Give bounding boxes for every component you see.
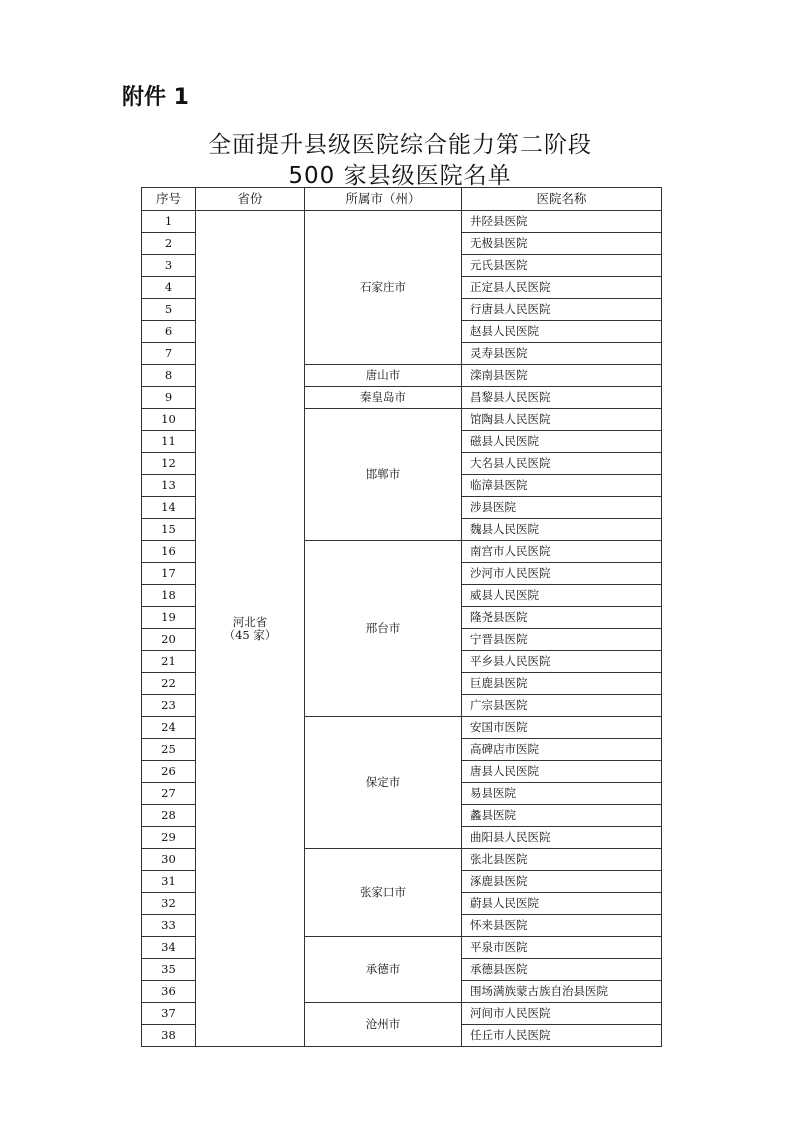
row-number: 34 [142, 937, 196, 959]
hospital-list-table [141, 187, 662, 1047]
row-number: 22 [142, 673, 196, 695]
row-number: 37 [142, 1003, 196, 1025]
hospital-name-cell: 涉县医院 [462, 497, 662, 519]
hospital-name-cell: 平泉市医院 [462, 937, 662, 959]
row-number: 1 [142, 211, 196, 233]
hospital-name-cell: 任丘市人民医院 [462, 1025, 662, 1047]
hospital-name-cell: 蠡县医院 [462, 805, 662, 827]
table-row [142, 211, 662, 233]
hospital-name-cell: 承德县医院 [462, 959, 662, 981]
row-number: 13 [142, 475, 196, 497]
city-cell: 邢台市 [305, 541, 462, 717]
row-number: 31 [142, 871, 196, 893]
row-number: 20 [142, 629, 196, 651]
city-cell: 唐山市 [305, 365, 462, 387]
row-number: 21 [142, 651, 196, 673]
row-number: 5 [142, 299, 196, 321]
hospital-name-cell: 唐县人民医院 [462, 761, 662, 783]
row-number: 10 [142, 409, 196, 431]
hospital-name-cell: 隆尧县医院 [462, 607, 662, 629]
hospital-name-cell: 曲阳县人民医院 [462, 827, 662, 849]
hospital-name-cell: 馆陶县人民医院 [462, 409, 662, 431]
table-body [142, 211, 662, 1047]
hospital-name-cell: 正定县人民医院 [462, 277, 662, 299]
province-name: 河北省 [232, 614, 268, 629]
table-header-row [142, 188, 662, 211]
row-number: 14 [142, 497, 196, 519]
hospital-name-cell: 魏县人民医院 [462, 519, 662, 541]
row-number: 17 [142, 563, 196, 585]
hospital-name-cell: 灵寿县医院 [462, 343, 662, 365]
row-number: 25 [142, 739, 196, 761]
row-number: 18 [142, 585, 196, 607]
hospital-name-cell: 威县人民医院 [462, 585, 662, 607]
header-no: 序号 [142, 188, 196, 211]
city-cell: 张家口市 [305, 849, 462, 937]
hospital-name-cell: 沙河市人民医院 [462, 563, 662, 585]
hospital-name-cell: 围场满族蒙古族自治县医院 [462, 981, 662, 1003]
row-number: 8 [142, 365, 196, 387]
row-number: 36 [142, 981, 196, 1003]
row-number: 28 [142, 805, 196, 827]
row-number: 4 [142, 277, 196, 299]
hospital-name-cell: 安国市医院 [462, 717, 662, 739]
document-title-line2: 500 家县级医院名单 [288, 163, 512, 189]
hospital-name-cell: 平乡县人民医院 [462, 651, 662, 673]
hospital-name-cell: 临漳县医院 [462, 475, 662, 497]
hospital-name-cell: 易县医院 [462, 783, 662, 805]
hospital-name-cell: 井陉县医院 [462, 211, 662, 233]
hospital-name-cell: 广宗县医院 [462, 695, 662, 717]
hospital-name-cell: 元氏县医院 [462, 255, 662, 277]
header-hospital: 医院名称 [462, 188, 662, 211]
row-number: 12 [142, 453, 196, 475]
row-number: 24 [142, 717, 196, 739]
hospital-name-cell: 行唐县人民医院 [462, 299, 662, 321]
hospital-name-cell: 怀来县医院 [462, 915, 662, 937]
hospital-name-cell: 张北县医院 [462, 849, 662, 871]
row-number: 15 [142, 519, 196, 541]
hospital-name-cell: 昌黎县人民医院 [462, 387, 662, 409]
city-cell: 秦皇岛市 [305, 387, 462, 409]
hospital-name-cell: 大名县人民医院 [462, 453, 662, 475]
row-number: 2 [142, 233, 196, 255]
row-number: 7 [142, 343, 196, 365]
city-cell: 保定市 [305, 717, 462, 849]
row-number: 6 [142, 321, 196, 343]
row-number: 30 [142, 849, 196, 871]
hospital-name-cell: 涿鹿县医院 [462, 871, 662, 893]
hospital-name-cell: 无极县医院 [462, 233, 662, 255]
row-number: 9 [142, 387, 196, 409]
row-number: 29 [142, 827, 196, 849]
row-number: 33 [142, 915, 196, 937]
city-cell: 邯郸市 [305, 409, 462, 541]
hospital-name-cell: 蔚县人民医院 [462, 893, 662, 915]
province-cell [196, 211, 305, 1047]
row-number: 26 [142, 761, 196, 783]
header-city: 所属市（州） [305, 188, 462, 211]
document-title-line1: 全面提升县级医院综合能力第二阶段 [208, 132, 592, 158]
city-cell: 石家庄市 [305, 211, 462, 365]
hospital-name-cell: 宁晋县医院 [462, 629, 662, 651]
row-number: 19 [142, 607, 196, 629]
row-number: 27 [142, 783, 196, 805]
attachment-label: 附件 1 [122, 85, 189, 110]
header-province: 省份 [196, 188, 305, 211]
city-cell: 承德市 [305, 937, 462, 1003]
row-number: 3 [142, 255, 196, 277]
province-count: （45 家） [223, 627, 277, 642]
hospital-name-cell: 赵县人民医院 [462, 321, 662, 343]
row-number: 35 [142, 959, 196, 981]
row-number: 32 [142, 893, 196, 915]
row-number: 38 [142, 1025, 196, 1047]
city-cell: 沧州市 [305, 1003, 462, 1047]
row-number: 16 [142, 541, 196, 563]
hospital-name-cell: 滦南县医院 [462, 365, 662, 387]
hospital-name-cell: 巨鹿县医院 [462, 673, 662, 695]
row-number: 23 [142, 695, 196, 717]
hospital-name-cell: 高碑店市医院 [462, 739, 662, 761]
hospital-name-cell: 河间市人民医院 [462, 1003, 662, 1025]
hospital-name-cell: 南宫市人民医院 [462, 541, 662, 563]
row-number: 11 [142, 431, 196, 453]
hospital-name-cell: 磁县人民医院 [462, 431, 662, 453]
